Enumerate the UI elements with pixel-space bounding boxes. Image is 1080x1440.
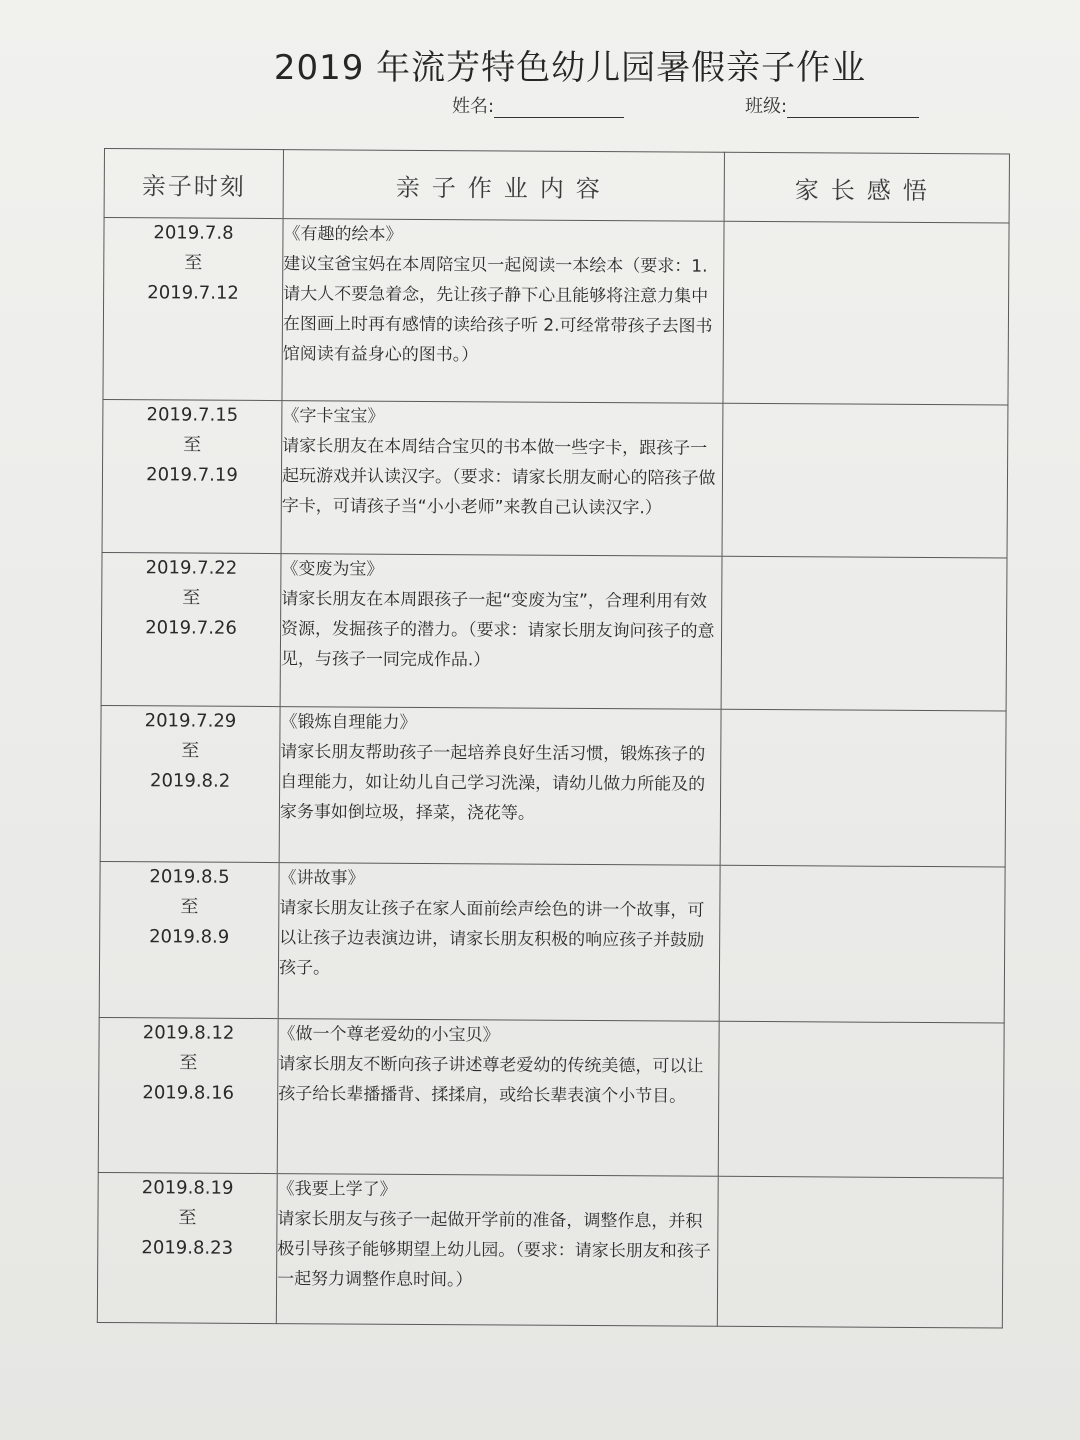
homework-table: [97, 148, 1010, 1329]
activity-title: 《有趣的绘本》: [283, 224, 403, 245]
content-cell: [276, 1174, 718, 1327]
header-time: 亲子时刻: [104, 149, 283, 219]
class-blank-line: [787, 99, 919, 118]
date-to: 至: [180, 896, 199, 918]
name-blank-line: [494, 99, 624, 118]
table-row: [98, 1017, 1004, 1178]
activity-title: 《做一个尊老爱幼的小宝贝》: [278, 1024, 500, 1046]
date-to: 至: [183, 434, 202, 456]
name-field: [452, 92, 624, 118]
table-header-row: [104, 149, 1009, 224]
date-to: 至: [178, 1207, 197, 1229]
date-to: 至: [179, 1052, 198, 1074]
date-end: 2019.8.9: [149, 926, 230, 948]
activity-description: 请家长朋友帮助孩子一起培养良好生活习惯，锻炼孩子的自理能力，如让幼儿自己学习洗澡，请幼儿做力所能及的家务事如倒垃圾，择菜，浇花等。: [279, 742, 706, 824]
date-to: 至: [181, 740, 200, 762]
class-label: 班级:: [745, 96, 788, 117]
activity-title: 《字卡宝宝》: [282, 406, 385, 427]
activity-title: 《锻炼自理能力》: [280, 712, 417, 733]
parent-reflection-cell[interactable]: [721, 556, 1007, 711]
activity-title: 《我要上学了》: [277, 1179, 397, 1200]
activity-title: 《讲故事》: [279, 868, 365, 889]
table-row: [103, 218, 1009, 406]
date-start: 2019.8.5: [149, 866, 230, 888]
parent-reflection-cell[interactable]: [722, 403, 1008, 558]
table-row: [102, 399, 1008, 558]
activity-description: 请家长朋友在本周结合宝贝的书本做一些字卡，跟孩子一起玩游戏并认读汉字。（要求：请家长朋友耐心的陪孩子做字卡，可请孩子当“小小老师”来教自己认读汉字.）: [281, 436, 716, 519]
date-end: 2019.8.2: [149, 770, 231, 792]
content-cell: [282, 219, 724, 404]
activity-description: 请家长朋友与孩子一起做开学前的准备，调整作息，并积极引导孩子能够期望上幼儿园。（要求：请家长朋友和孩子一起努力调整作息时间。）: [277, 1209, 711, 1291]
header-content: 亲子作业内容: [283, 150, 724, 222]
content-cell: [279, 707, 721, 866]
content-cell: [281, 401, 723, 557]
date-cell: [103, 218, 283, 401]
date-start: 2019.7.22: [145, 557, 238, 579]
table-row: [100, 705, 1006, 867]
table-row: [99, 861, 1005, 1023]
date-start: 2019.7.15: [146, 404, 239, 426]
parent-reflection-cell[interactable]: [723, 221, 1009, 405]
activity-title: 《变废为宝》: [281, 559, 384, 580]
header-reflection: 家长感悟: [724, 152, 1009, 223]
table-row: [101, 552, 1007, 711]
name-label: 姓名:: [452, 96, 495, 117]
date-end: 2019.8.16: [142, 1082, 235, 1104]
date-to: 至: [182, 587, 201, 609]
date-start: 2019.7.29: [144, 710, 237, 732]
parent-reflection-cell[interactable]: [720, 709, 1006, 867]
date-end: 2019.7.12: [147, 282, 239, 304]
table-row: [97, 1172, 1003, 1328]
activity-description: 请家长朋友在本周跟孩子一起“变废为宝”，合理利用有效资源，发掘孩子的潜力。（要求：请家长朋友询问孩子的意见，与孩子一同完成作品.）: [280, 589, 715, 671]
content-cell: [278, 863, 720, 1022]
date-end: 2019.7.19: [146, 464, 238, 486]
date-cell: [101, 552, 281, 706]
date-cell: [99, 861, 279, 1018]
date-cell: [98, 1017, 278, 1173]
content-cell: [277, 1019, 719, 1177]
activity-description: 建议宝爸宝妈在本周陪宝贝一起阅读一本绘本（要求：1.请大人不要急着念，先让孩子静下心且能够将注意力集中在图画上时再有感情的读给孩子听 2.可经常带孩子去图书馆阅读有益身心的图书。）: [282, 254, 713, 366]
activity-description: 请家长朋友不断向孩子讲述尊老爱幼的传统美德，可以让孩子给长辈播播背、揉揉肩，或给长辈表演个小节目。: [278, 1054, 704, 1107]
parent-reflection-cell[interactable]: [717, 1176, 1003, 1328]
content-cell: [280, 554, 722, 710]
date-start: 2019.8.19: [141, 1177, 234, 1199]
page-title: 2019 年流芳特色幼儿园暑假亲子作业: [273, 48, 867, 88]
class-field: [745, 92, 919, 118]
date-cell: [100, 705, 280, 862]
parent-reflection-cell[interactable]: [718, 1021, 1004, 1178]
date-cell: [97, 1172, 277, 1323]
date-to: 至: [184, 252, 203, 274]
activity-description: 请家长朋友让孩子在家人面前绘声绘色的讲一个故事，可以让孩子边表演边讲，请家长朋友积极的响应孩子并鼓励孩子。: [278, 898, 705, 979]
date-start: 2019.8.12: [142, 1022, 235, 1044]
date-end: 2019.7.26: [145, 617, 237, 639]
date-start: 2019.7.8: [153, 222, 234, 244]
date-end: 2019.8.23: [141, 1237, 234, 1259]
parent-reflection-cell[interactable]: [719, 865, 1005, 1023]
date-cell: [102, 399, 282, 553]
